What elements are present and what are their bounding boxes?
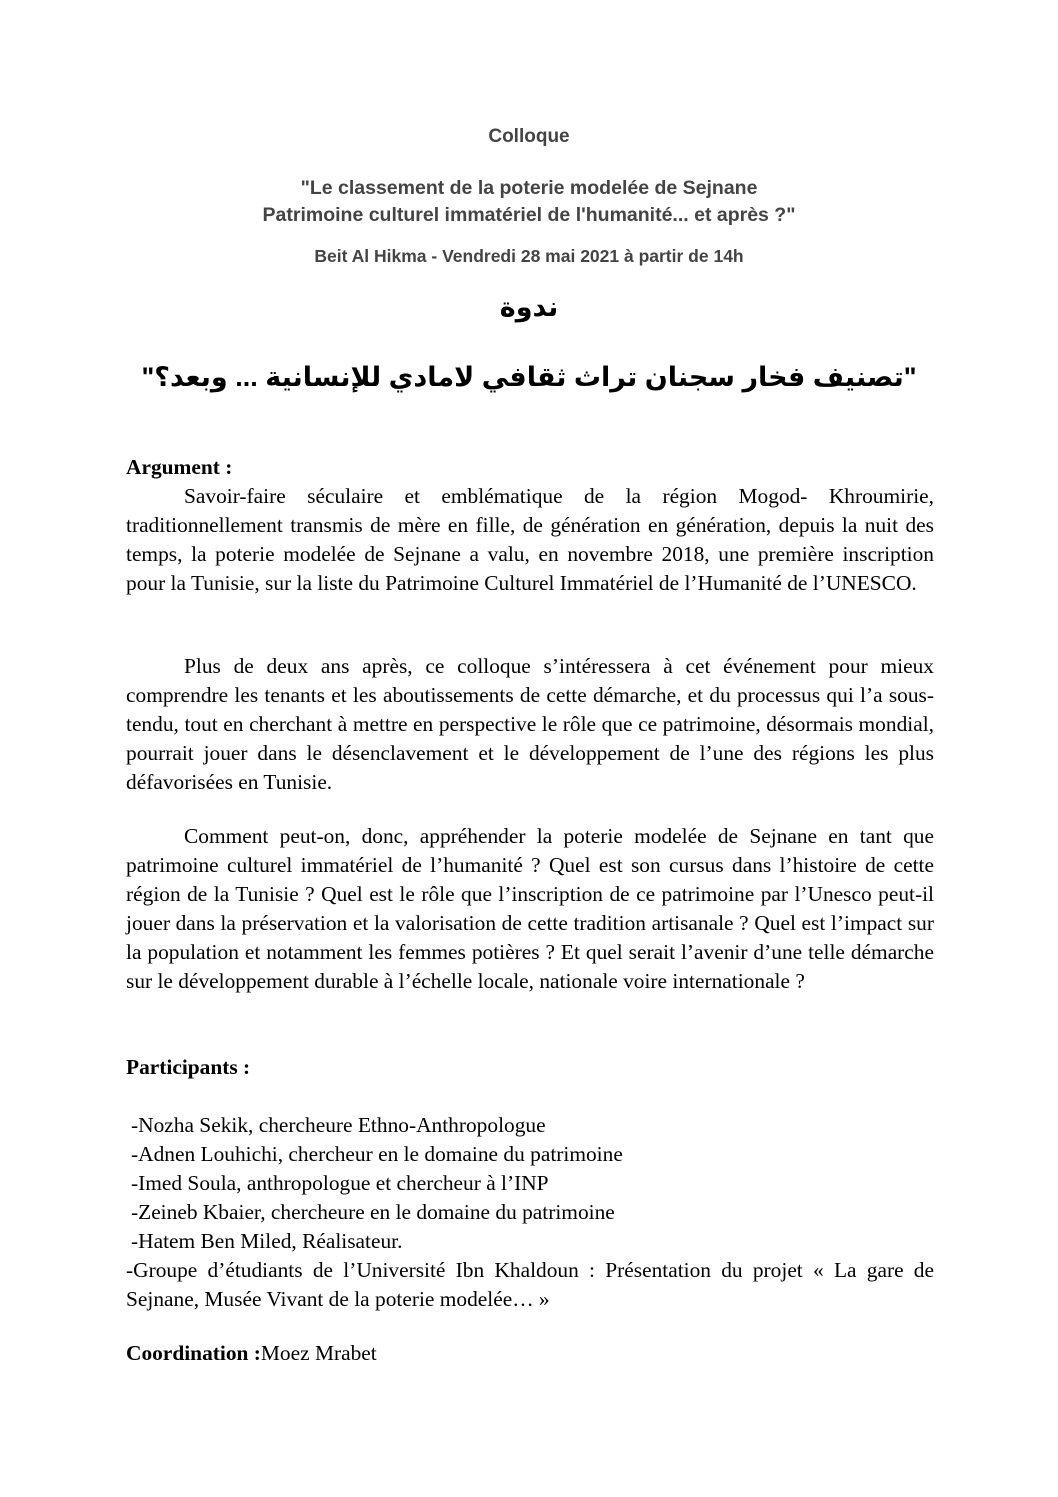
participant-item: -Zeineb Kbaier, chercheure en le domaine du patrimoine [131, 1200, 615, 1224]
participants-list [126, 1111, 934, 1314]
argument-paragraph-1: Savoir-faire séculaire et emblématique de la région Mogod- Khroumirie, traditionnellement transmis de mère en fille, de génération en génération, depuis la nuit des temps, la poterie modelée de Sejnane a valu, en novembre 2018, une première inscription pour la Tunisie, sur la liste du Patrimoine Culturel Immatériel de l’Humanité de l’UNESCO. [126, 484, 934, 595]
french-title-line-1: "Le classement de la poterie modelée de Sejnane [300, 177, 758, 199]
participant-item: -Nozha Sekik, chercheure Ethno-Anthropologue [131, 1113, 546, 1137]
coordination-label: Coordination : [126, 1341, 261, 1365]
colloque-label: Colloque [488, 126, 570, 147]
arabic-title: "تصنيف فخار سجنان تراث ثقافي لامادي للإنسانية ... وبعد؟" [141, 362, 917, 392]
argument-heading: Argument : [126, 455, 233, 479]
argument-section [126, 453, 934, 598]
argument-paragraph-2: Plus de deux ans après, ce colloque s’intéressera à cet événement pour mieux comprendre les tenants et les aboutissements de cette démarche, et du processus qui l’a sous-tendu, tout en cherchant à mettre en perspective le rôle que ce patrimoine, désormais mondial, pourrait jouer dans le désenclavement et le développement de l’une des régions les plus défavorisées en Tunisie. [126, 654, 934, 794]
arabic-colloque-label: ندوة [499, 292, 559, 322]
participant-item: -Adnen Louhichi, chercheur en le domaine du patrimoine [131, 1142, 623, 1166]
french-title [0, 175, 1058, 229]
participant-item: -Imed Soula, anthropologue et chercheur à l’INP [131, 1171, 549, 1195]
argument-paragraph-3-block [126, 822, 934, 996]
coordination-line [126, 1341, 377, 1366]
participant-item: -Hatem Ben Miled, Réalisateur. [131, 1229, 403, 1253]
coordination-name: Moez Mrabet [260, 1341, 377, 1365]
french-title-line-2: Patrimoine culturel immatériel de l'humanité... et après ?" [262, 204, 796, 226]
participants-heading: Participants : [126, 1055, 251, 1079]
participant-group-item: -Groupe d’étudiants de l’Université Ibn Khaldoun : Présentation du projet « La gare de Sejnane, Musée Vivant de la poterie modelée… » [126, 1258, 934, 1311]
event-info: Beit Al Hikma - Vendredi 28 mai 2021 à partir de 14h [314, 246, 744, 266]
argument-paragraph-3: Comment peut-on, donc, appréhender la poterie modelée de Sejnane en tant que patrimoine culturel immatériel de l’humanité ? Quel est son cursus dans l’histoire de cette région de la Tunisie ? Quel est le rôle que l’inscription de ce patrimoine par l’Unesco peut-il jouer dans la préservation et la valorisation de cette tradition artisanale ? Quel est l’impact sur la population et notamment les femmes potières ? Et quel serait l’avenir d’une telle démarche sur le développement durable à l’échelle locale, nationale voire internationale ? [126, 824, 934, 993]
argument-paragraph-2-block [126, 652, 934, 797]
